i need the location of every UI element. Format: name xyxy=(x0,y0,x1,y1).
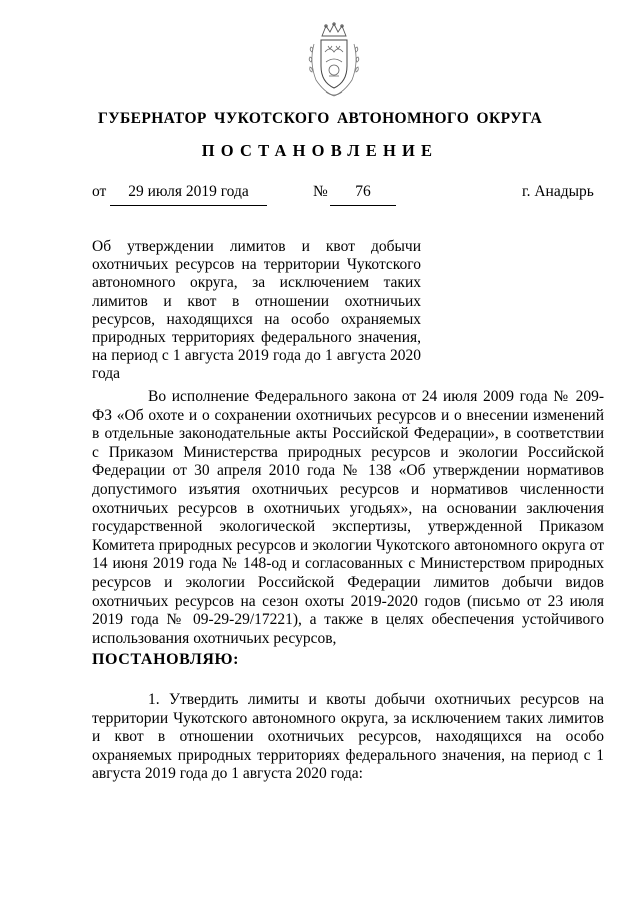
document-number: 76 xyxy=(330,183,396,206)
preamble-paragraph: Во исполнение Федерального закона от 24 июля 2009 года № 209-ФЗ «Об охоте и о сохранении охотничьих ресурсов и о внесении изменений в отдельные законодательные акты Российской Федерации», в соответствии с Приказом Министерства природных ресурсов и экологии Российской Федерации от 30 апреля 2010 года № 138 «Об утверждении нормативов допустимого изъятия охотничьих ресурсов и нормативов численности охотничьих ресурсов в охотничьих угодьях», на основании заключения государственной экологической экспертизы, утвержденной Приказом Комитета природных ресурсов и экологии Чукотского автономного округа от 14 июня 2019 года № 148-од и согласованных с Министерством природных ресурсов и экологии Российской Федерации лимитов добычи видов охотничьих ресурсов на сезон охоты 2019-2020 годов (письмо от 23 июля 2019 года № 09-29-29/17221), а также в целях обеспечения устойчивого использования охотничьих ресурсов, xyxy=(92,388,604,647)
number-sign: № xyxy=(313,183,328,200)
issuing-authority: ГУБЕРНАТОР ЧУКОТСКОГО АВТОНОМНОГО ОКРУГА xyxy=(97,110,543,127)
document-date: 29 июля 2019 года xyxy=(110,183,267,206)
document-city: г. Анадырь xyxy=(522,183,594,200)
document-title: Об утверждении лимитов и квот добычи охотничьих ресурсов на территории Чукотского автономного округа, за исключением таких лимитов и квот в отношении охотничьих ресурсов, находящихся на особо охраняемых природных территориях федерального значения, на период с 1 августа 2019 года до 1 августа 2020 года xyxy=(92,238,421,383)
coat-of-arms-icon xyxy=(306,22,362,100)
date-prefix: от xyxy=(92,183,107,200)
decree-heading: ПОСТАНОВЛЯЮ: xyxy=(92,651,240,668)
document-type: ПОСТАНОВЛЕНИЕ xyxy=(201,141,439,160)
decree-item-1: 1. Утвердить лимиты и квоты добычи охотничьих ресурсов на территории Чукотского автономного округа, за исключением таких лимитов и квот в отношении охотничьих ресурсов, находящихся на особо охраняемых природных территориях федерального значения, на период с 1 августа 2019 года до 1 августа 2020 года: xyxy=(92,691,604,783)
